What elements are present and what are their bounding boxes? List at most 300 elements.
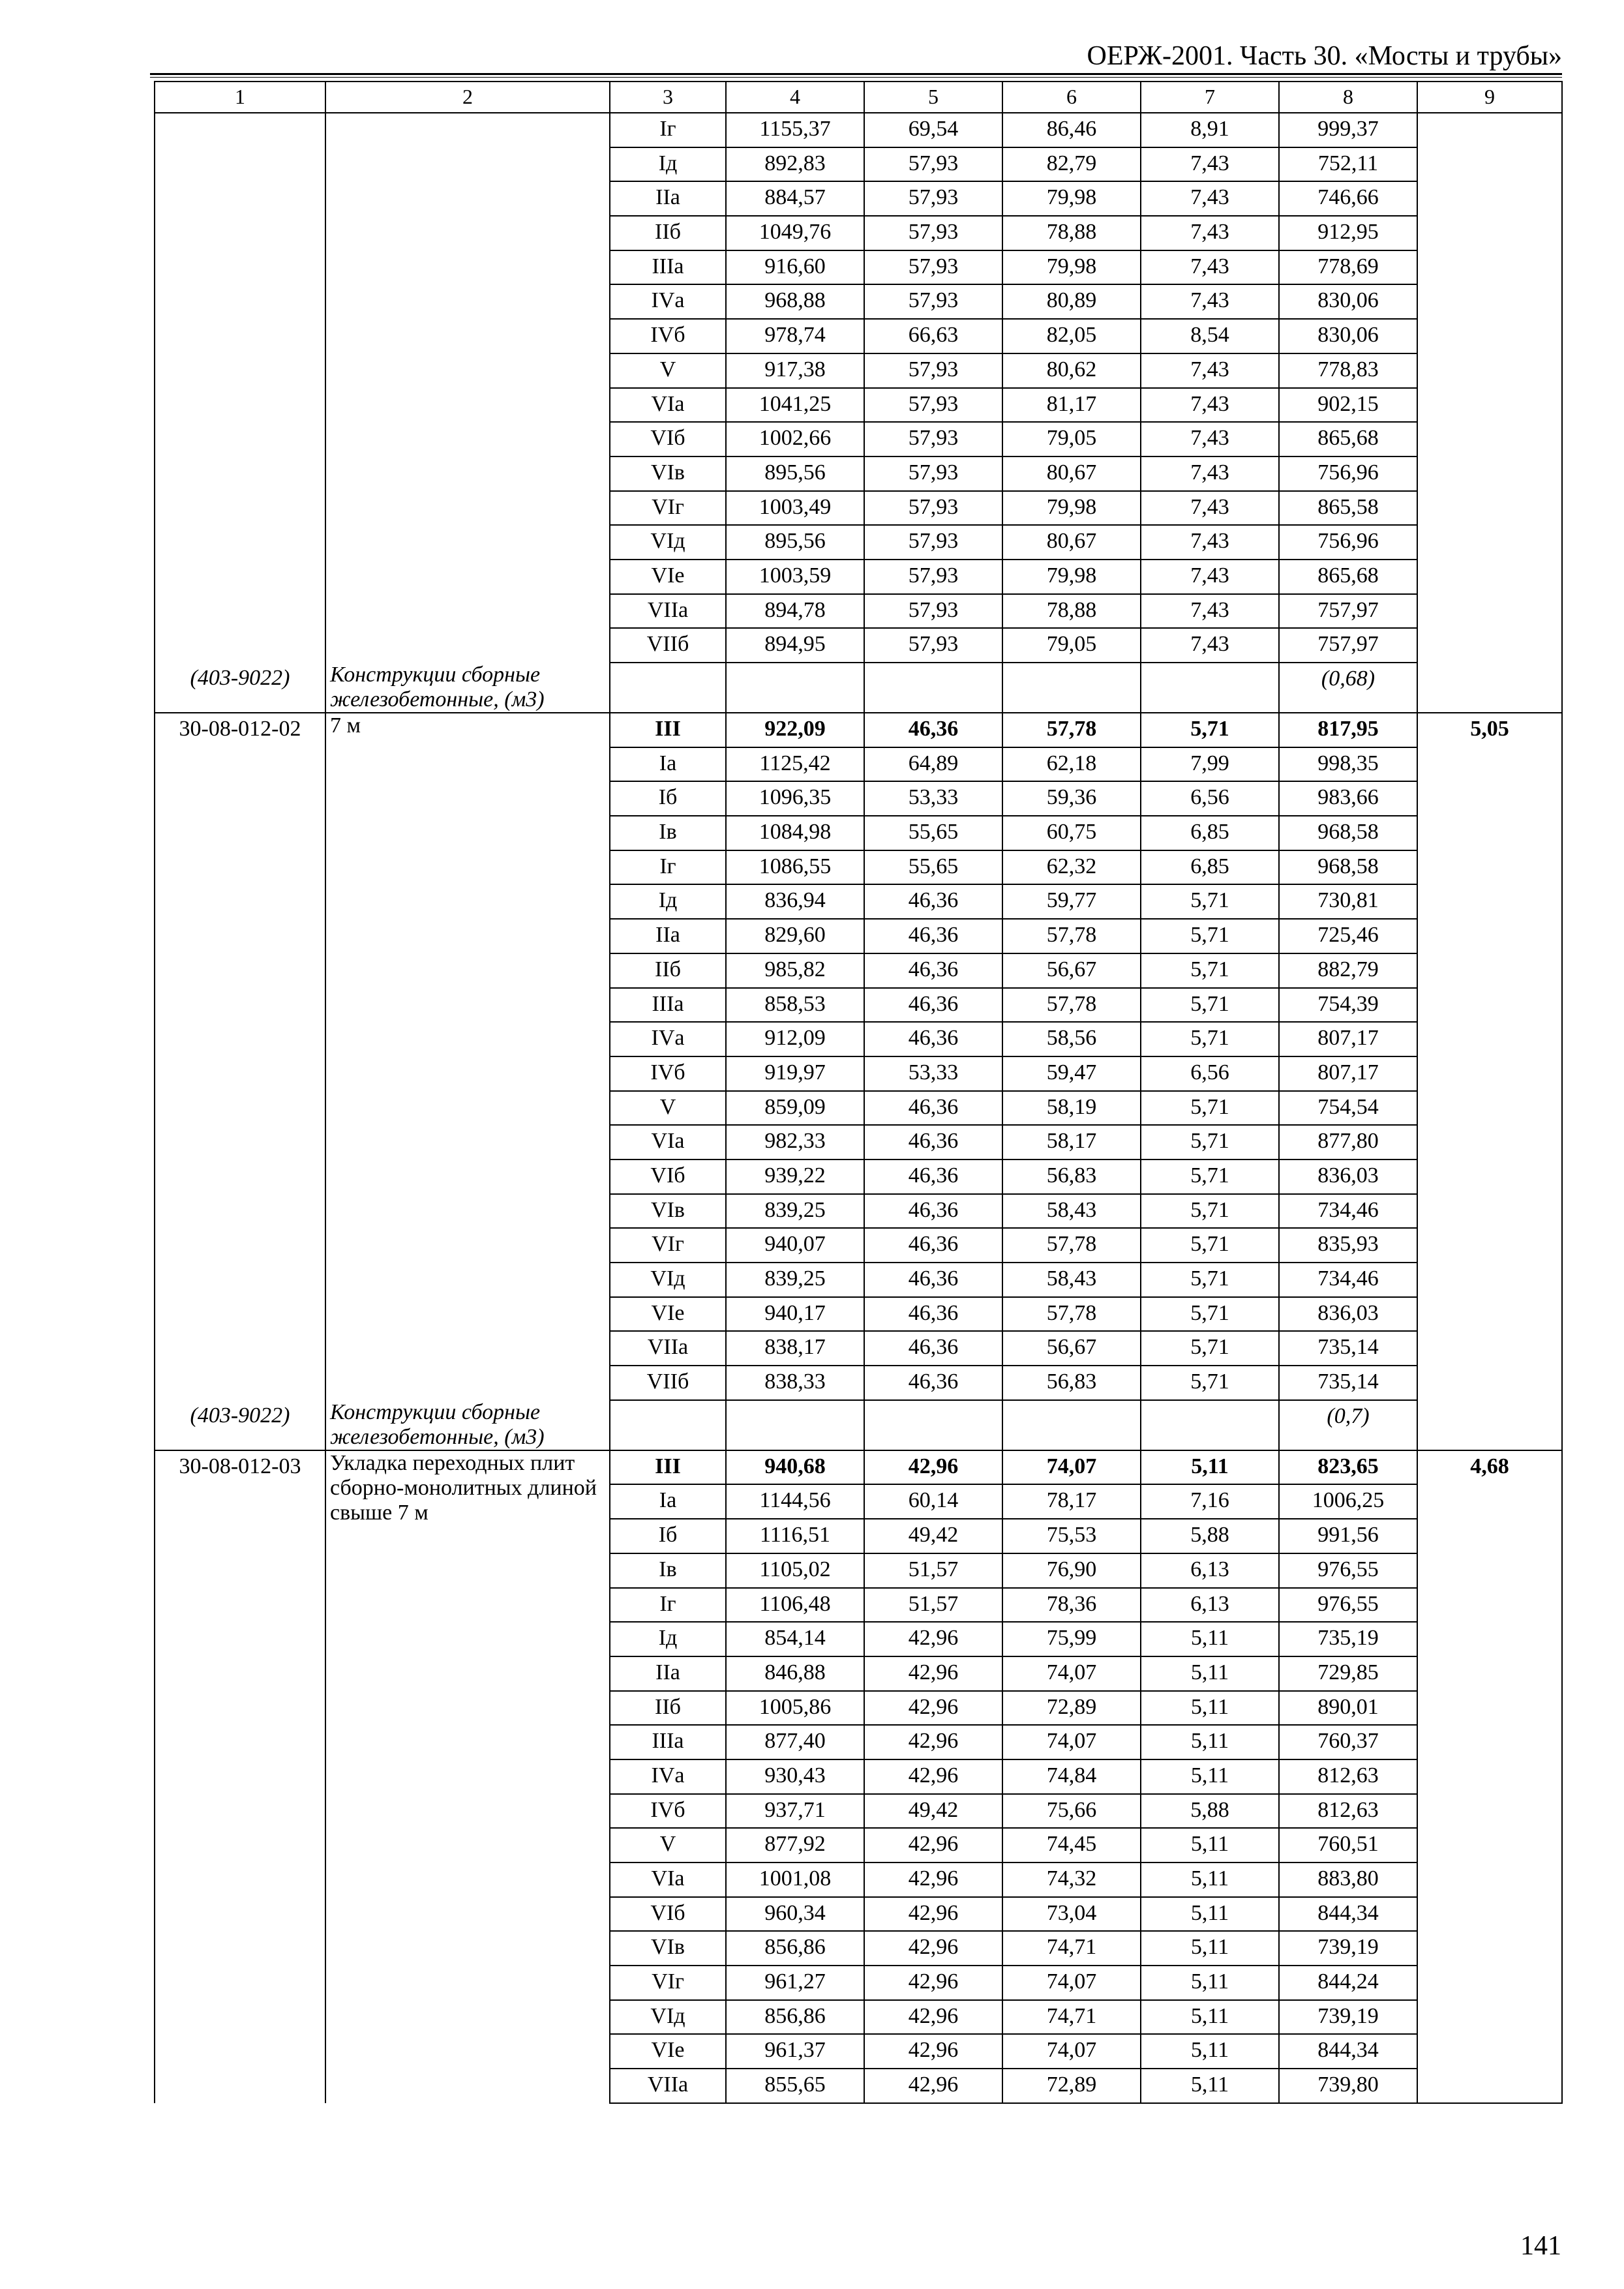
value-cell: 46,36: [864, 1022, 1002, 1056]
value-cell: 57,93: [864, 422, 1002, 456]
value-cell: 42,96: [864, 1450, 1002, 1485]
zone-code-cell: III: [610, 1450, 726, 1485]
value-cell: 6,56: [1141, 1056, 1279, 1091]
value-cell: 756,96: [1279, 456, 1417, 491]
value-cell: 57,93: [864, 284, 1002, 319]
column-number-cell: 4: [726, 82, 864, 113]
value-cell: 991,56: [1279, 1519, 1417, 1553]
value-cell: 42,96: [864, 1691, 1002, 1726]
zone-code-cell: VIб: [610, 422, 726, 456]
zone-code-cell: IIIа: [610, 250, 726, 285]
zone-code-cell: Iд: [610, 1622, 726, 1656]
value-cell: 865,68: [1279, 560, 1417, 594]
value-cell: 912,95: [1279, 216, 1417, 250]
material-reference-row: [155, 1400, 1562, 1450]
value-cell: 846,88: [726, 1656, 864, 1691]
value-cell: 49,42: [864, 1794, 1002, 1829]
value-cell: 894,95: [726, 628, 864, 663]
zone-code-cell: VIIа: [610, 2069, 726, 2103]
value-cell: 829,60: [726, 919, 864, 953]
value-cell: 7,43: [1141, 250, 1279, 285]
value-cell: 46,36: [864, 988, 1002, 1023]
material-quantity-cell: (0,68): [1279, 663, 1417, 713]
value-cell: 1125,42: [726, 747, 864, 782]
value-cell: 74,07: [1002, 1656, 1141, 1691]
value-cell: 49,42: [864, 1519, 1002, 1553]
value-cell: 55,65: [864, 850, 1002, 885]
value-cell: 57,93: [864, 491, 1002, 526]
zone-code-cell: VIв: [610, 1194, 726, 1229]
material-quantity-cell: (0,7): [1279, 1400, 1417, 1450]
value-cell: 57,78: [1002, 713, 1141, 747]
value-cell: 5,11: [1141, 2000, 1279, 2035]
value-cell: 5,71: [1141, 1194, 1279, 1229]
value-cell: 839,25: [726, 1263, 864, 1297]
rate-name-cell: Укладка переходных плит сборно-монолитных длиной свыше 7 м: [325, 1450, 610, 2103]
value-cell: 855,65: [726, 2069, 864, 2103]
value-cell: 57,78: [1002, 1228, 1141, 1263]
value-cell: 836,94: [726, 884, 864, 919]
value-cell: 8,54: [1141, 319, 1279, 353]
zone-code-cell: IIа: [610, 1656, 726, 1691]
value-cell: 812,63: [1279, 1759, 1417, 1794]
zone-code-cell: IIб: [610, 953, 726, 988]
value-cell: 894,78: [726, 594, 864, 629]
value-cell: 844,34: [1279, 1897, 1417, 1932]
value-cell: 74,32: [1002, 1863, 1141, 1897]
value-cell: 985,82: [726, 953, 864, 988]
value-cell: 940,17: [726, 1297, 864, 1332]
value-cell: 919,97: [726, 1056, 864, 1091]
value-cell: 79,98: [1002, 181, 1141, 216]
value-cell: 725,46: [1279, 919, 1417, 953]
value-cell: 883,80: [1279, 1863, 1417, 1897]
value-cell: 5,11: [1141, 1759, 1279, 1794]
value-cell: 1041,25: [726, 388, 864, 423]
value-cell: 877,40: [726, 1725, 864, 1759]
value-cell: 5,11: [1141, 1966, 1279, 2000]
value-cell: 757,97: [1279, 628, 1417, 663]
value-cell: 968,58: [1279, 850, 1417, 885]
value-cell: 79,98: [1002, 491, 1141, 526]
zone-code-cell: IVа: [610, 284, 726, 319]
value-cell: 5,71: [1141, 1125, 1279, 1159]
zone-code-cell: VIа: [610, 1125, 726, 1159]
empty-cell: [864, 663, 1002, 713]
value-cell: 1006,25: [1279, 1484, 1417, 1519]
value-cell: 830,06: [1279, 319, 1417, 353]
value-cell: 5,71: [1141, 1022, 1279, 1056]
value-cell: 74,07: [1002, 1725, 1141, 1759]
value-cell: 836,03: [1279, 1297, 1417, 1332]
value-cell: 830,06: [1279, 284, 1417, 319]
value-cell: 5,71: [1141, 919, 1279, 953]
value-cell: 890,01: [1279, 1691, 1417, 1726]
value-cell: 46,36: [864, 919, 1002, 953]
value-cell: 42,96: [864, 2034, 1002, 2069]
zone-code-cell: IIб: [610, 216, 726, 250]
zone-code-cell: IIа: [610, 181, 726, 216]
zone-code-cell: VIIб: [610, 1366, 726, 1400]
value-cell: 56,67: [1002, 953, 1141, 988]
value-cell: 961,37: [726, 2034, 864, 2069]
zone-code-cell: Iб: [610, 781, 726, 816]
value-cell: 7,43: [1141, 560, 1279, 594]
value-cell: 730,81: [1279, 884, 1417, 919]
zone-code-cell: VIв: [610, 456, 726, 491]
zone-code-cell: Iд: [610, 884, 726, 919]
value-cell: 5,71: [1141, 884, 1279, 919]
value-cell: 5,11: [1141, 1656, 1279, 1691]
value-cell: 856,86: [726, 1931, 864, 1966]
value-cell: 64,89: [864, 747, 1002, 782]
zone-code-cell: VIб: [610, 1897, 726, 1932]
value-cell: 859,09: [726, 1091, 864, 1126]
value-cell: 1144,56: [726, 1484, 864, 1519]
value-cell: 72,89: [1002, 1691, 1141, 1726]
column-number-cell: 9: [1417, 82, 1562, 113]
column-number-cell: 1: [155, 82, 325, 113]
value-cell: 46,36: [864, 1125, 1002, 1159]
column-number-cell: 6: [1002, 82, 1141, 113]
rate-code-cell: 30-08-012-03: [155, 1450, 325, 2103]
value-cell: 807,17: [1279, 1056, 1417, 1091]
rate-name-cell: 7 м: [325, 713, 610, 1400]
value-cell: 57,93: [864, 388, 1002, 423]
value-cell: 5,71: [1141, 1366, 1279, 1400]
zone-code-cell: V: [610, 1091, 726, 1126]
value-cell: 817,95: [1279, 713, 1417, 747]
value-cell: 1002,66: [726, 422, 864, 456]
value-cell: 58,43: [1002, 1263, 1141, 1297]
value-cell: 922,09: [726, 713, 864, 747]
zone-code-cell: VIа: [610, 388, 726, 423]
zone-code-cell: IVб: [610, 1056, 726, 1091]
value-cell: 57,93: [864, 181, 1002, 216]
value-cell: 55,65: [864, 816, 1002, 850]
value-cell: 1106,48: [726, 1588, 864, 1623]
value-cell: 812,63: [1279, 1794, 1417, 1829]
value-cell: 960,34: [726, 1897, 864, 1932]
value-cell: 895,56: [726, 525, 864, 560]
zone-code-cell: Iг: [610, 850, 726, 885]
table-row: [155, 113, 1562, 147]
value-cell: 75,99: [1002, 1622, 1141, 1656]
value-cell: 968,88: [726, 284, 864, 319]
value-cell: 739,19: [1279, 1931, 1417, 1966]
empty-cell: [1141, 663, 1279, 713]
value-cell: 74,71: [1002, 2000, 1141, 2035]
page-header-title: ОЕРЖ-2001. Часть 30. «Мосты и трубы»: [1087, 41, 1562, 71]
value-cell: 854,14: [726, 1622, 864, 1656]
value-cell: 961,27: [726, 1966, 864, 2000]
value-cell: 5,71: [1141, 713, 1279, 747]
value-cell: 5,71: [1141, 953, 1279, 988]
value-cell: 46,36: [864, 953, 1002, 988]
empty-cell: [610, 1400, 726, 1450]
value-cell: 882,79: [1279, 953, 1417, 988]
value-cell: 7,99: [1141, 747, 1279, 782]
table-row: [155, 713, 1562, 747]
value-cell: 42,96: [864, 1931, 1002, 1966]
value-cell: 5,71: [1141, 1297, 1279, 1332]
zone-code-cell: Iд: [610, 147, 726, 182]
value-cell: 823,65: [1279, 1450, 1417, 1485]
column-number-row: [155, 82, 1562, 113]
value-cell: 46,36: [864, 1194, 1002, 1229]
zone-code-cell: IVа: [610, 1759, 726, 1794]
value-cell: 976,55: [1279, 1588, 1417, 1623]
value-cell: 1001,08: [726, 1863, 864, 1897]
value-cell: 5,71: [1141, 1159, 1279, 1194]
value-cell: 7,43: [1141, 284, 1279, 319]
value-cell: 895,56: [726, 456, 864, 491]
value-cell: 42,96: [864, 1828, 1002, 1863]
value-cell: 5,11: [1141, 1897, 1279, 1932]
labor-total-cell: 4,68: [1417, 1450, 1562, 2103]
value-cell: 74,07: [1002, 2034, 1141, 2069]
value-cell: 74,84: [1002, 1759, 1141, 1794]
value-cell: 778,83: [1279, 353, 1417, 388]
value-cell: 5,71: [1141, 988, 1279, 1023]
header-rule: [150, 73, 1562, 75]
value-cell: 58,19: [1002, 1091, 1141, 1126]
column-number-cell: 2: [325, 82, 610, 113]
value-cell: 82,05: [1002, 319, 1141, 353]
value-cell: 735,14: [1279, 1366, 1417, 1400]
value-cell: 7,16: [1141, 1484, 1279, 1519]
value-cell: 912,09: [726, 1022, 864, 1056]
zone-code-cell: VIе: [610, 2034, 726, 2069]
value-cell: 5,71: [1141, 1228, 1279, 1263]
value-cell: 46,36: [864, 884, 1002, 919]
value-cell: 735,14: [1279, 1331, 1417, 1366]
column-number-cell: 7: [1141, 82, 1279, 113]
zone-code-cell: VIе: [610, 1297, 726, 1332]
value-cell: 844,24: [1279, 1966, 1417, 2000]
value-cell: 7,43: [1141, 628, 1279, 663]
value-cell: 46,36: [864, 1263, 1002, 1297]
value-cell: 6,56: [1141, 781, 1279, 816]
value-cell: 5,71: [1141, 1091, 1279, 1126]
value-cell: 5,11: [1141, 1828, 1279, 1863]
value-cell: 5,11: [1141, 2069, 1279, 2103]
value-cell: 1003,49: [726, 491, 864, 526]
value-cell: 51,57: [864, 1588, 1002, 1623]
value-cell: 968,58: [1279, 816, 1417, 850]
value-cell: 5,11: [1141, 1622, 1279, 1656]
value-cell: 80,67: [1002, 456, 1141, 491]
zone-code-cell: IIIа: [610, 988, 726, 1023]
zone-code-cell: IIIа: [610, 1725, 726, 1759]
rate-code-cell: 30-08-012-02: [155, 713, 325, 1400]
value-cell: 760,51: [1279, 1828, 1417, 1863]
zone-code-cell: VIIб: [610, 628, 726, 663]
value-cell: 7,43: [1141, 422, 1279, 456]
rate-name-cell: [325, 113, 610, 663]
value-cell: 746,66: [1279, 181, 1417, 216]
value-cell: 57,78: [1002, 919, 1141, 953]
value-cell: 58,43: [1002, 1194, 1141, 1229]
value-cell: 59,47: [1002, 1056, 1141, 1091]
value-cell: 46,36: [864, 1297, 1002, 1332]
value-cell: 74,71: [1002, 1931, 1141, 1966]
value-cell: 739,19: [1279, 2000, 1417, 2035]
zone-code-cell: IIа: [610, 919, 726, 953]
value-cell: 7,43: [1141, 525, 1279, 560]
value-cell: 60,14: [864, 1484, 1002, 1519]
value-cell: 858,53: [726, 988, 864, 1023]
zone-code-cell: Iг: [610, 113, 726, 147]
value-cell: 56,83: [1002, 1159, 1141, 1194]
zone-code-cell: Iб: [610, 1519, 726, 1553]
value-cell: 5,88: [1141, 1794, 1279, 1829]
zone-code-cell: VIIа: [610, 594, 726, 629]
header-rule-thin: [150, 77, 1562, 78]
value-cell: 729,85: [1279, 1656, 1417, 1691]
value-cell: 80,89: [1002, 284, 1141, 319]
value-cell: 5,11: [1141, 1931, 1279, 1966]
value-cell: 930,43: [726, 1759, 864, 1794]
value-cell: 998,35: [1279, 747, 1417, 782]
value-cell: 7,43: [1141, 147, 1279, 182]
value-cell: 734,46: [1279, 1194, 1417, 1229]
value-cell: 7,43: [1141, 594, 1279, 629]
value-cell: 80,62: [1002, 353, 1141, 388]
value-cell: 78,17: [1002, 1484, 1141, 1519]
value-cell: 983,66: [1279, 781, 1417, 816]
zone-code-cell: V: [610, 1828, 726, 1863]
empty-cell: [1141, 1400, 1279, 1450]
value-cell: 56,83: [1002, 1366, 1141, 1400]
value-cell: 57,93: [864, 456, 1002, 491]
value-cell: 877,92: [726, 1828, 864, 1863]
value-cell: 940,68: [726, 1450, 864, 1485]
value-cell: 5,11: [1141, 1725, 1279, 1759]
value-cell: 5,71: [1141, 1263, 1279, 1297]
value-cell: 57,93: [864, 560, 1002, 594]
material-reference-row: [155, 663, 1562, 713]
value-cell: 6,85: [1141, 816, 1279, 850]
zone-code-cell: IVб: [610, 1794, 726, 1829]
value-cell: 76,90: [1002, 1553, 1141, 1588]
value-cell: 7,43: [1141, 216, 1279, 250]
value-cell: 877,80: [1279, 1125, 1417, 1159]
value-cell: 902,15: [1279, 388, 1417, 423]
table-row: [155, 1450, 1562, 1485]
value-cell: 57,93: [864, 216, 1002, 250]
value-cell: 57,93: [864, 353, 1002, 388]
zone-code-cell: Iв: [610, 1553, 726, 1588]
value-cell: 5,11: [1141, 1691, 1279, 1726]
value-cell: 760,37: [1279, 1725, 1417, 1759]
value-cell: 46,36: [864, 1091, 1002, 1126]
value-cell: 838,17: [726, 1331, 864, 1366]
value-cell: 42,96: [864, 2069, 1002, 2103]
column-number-cell: 3: [610, 82, 726, 113]
value-cell: 42,96: [864, 1725, 1002, 1759]
rate-code-cell: [155, 113, 325, 663]
labor-total-cell: 5,05: [1417, 713, 1562, 1450]
value-cell: 1086,55: [726, 850, 864, 885]
value-cell: 79,05: [1002, 628, 1141, 663]
value-cell: 42,96: [864, 1897, 1002, 1932]
zone-code-cell: VIIа: [610, 1331, 726, 1366]
zone-code-cell: IVб: [610, 319, 726, 353]
zone-code-cell: Iг: [610, 1588, 726, 1623]
value-cell: 7,43: [1141, 388, 1279, 423]
value-cell: 916,60: [726, 250, 864, 285]
value-cell: 6,13: [1141, 1553, 1279, 1588]
value-cell: 1105,02: [726, 1553, 864, 1588]
value-cell: 46,36: [864, 1228, 1002, 1263]
value-cell: 78,88: [1002, 216, 1141, 250]
value-cell: 917,38: [726, 353, 864, 388]
value-cell: 1096,35: [726, 781, 864, 816]
value-cell: 757,97: [1279, 594, 1417, 629]
value-cell: 838,33: [726, 1366, 864, 1400]
value-cell: 74,07: [1002, 1966, 1141, 2000]
value-cell: 57,78: [1002, 1297, 1141, 1332]
zone-code-cell: VIг: [610, 1228, 726, 1263]
value-cell: 7,43: [1141, 181, 1279, 216]
empty-cell: [864, 1400, 1002, 1450]
material-code-cell: (403-9022): [155, 663, 325, 713]
zone-code-cell: VIб: [610, 1159, 726, 1194]
zone-code-cell: VIг: [610, 1966, 726, 2000]
value-cell: 835,93: [1279, 1228, 1417, 1263]
value-cell: 69,54: [864, 113, 1002, 147]
value-cell: 46,36: [864, 1159, 1002, 1194]
value-cell: 57,93: [864, 147, 1002, 182]
zone-code-cell: Iа: [610, 747, 726, 782]
value-cell: 976,55: [1279, 1553, 1417, 1588]
value-cell: 81,17: [1002, 388, 1141, 423]
zone-code-cell: VIа: [610, 1863, 726, 1897]
value-cell: 51,57: [864, 1553, 1002, 1588]
value-cell: 46,36: [864, 1366, 1002, 1400]
value-cell: 7,43: [1141, 491, 1279, 526]
value-cell: 79,98: [1002, 250, 1141, 285]
value-cell: 60,75: [1002, 816, 1141, 850]
value-cell: 58,56: [1002, 1022, 1141, 1056]
value-cell: 86,46: [1002, 113, 1141, 147]
empty-cell: [726, 663, 864, 713]
value-cell: 62,32: [1002, 850, 1141, 885]
zone-code-cell: Iв: [610, 816, 726, 850]
value-cell: 1084,98: [726, 816, 864, 850]
value-cell: 778,69: [1279, 250, 1417, 285]
value-cell: 62,18: [1002, 747, 1141, 782]
value-cell: 1003,59: [726, 560, 864, 594]
value-cell: 6,13: [1141, 1588, 1279, 1623]
value-cell: 5,11: [1141, 1863, 1279, 1897]
zone-code-cell: VIв: [610, 1931, 726, 1966]
value-cell: 78,36: [1002, 1588, 1141, 1623]
empty-cell: [610, 663, 726, 713]
value-cell: 46,36: [864, 1331, 1002, 1366]
value-cell: 5,71: [1141, 1331, 1279, 1366]
value-cell: 1005,86: [726, 1691, 864, 1726]
value-cell: 836,03: [1279, 1159, 1417, 1194]
zone-code-cell: VIд: [610, 2000, 726, 2035]
zone-code-cell: IVа: [610, 1022, 726, 1056]
empty-cell: [726, 1400, 864, 1450]
value-cell: 59,77: [1002, 884, 1141, 919]
zone-code-cell: VIг: [610, 491, 726, 526]
value-cell: 1116,51: [726, 1519, 864, 1553]
value-cell: 978,74: [726, 319, 864, 353]
